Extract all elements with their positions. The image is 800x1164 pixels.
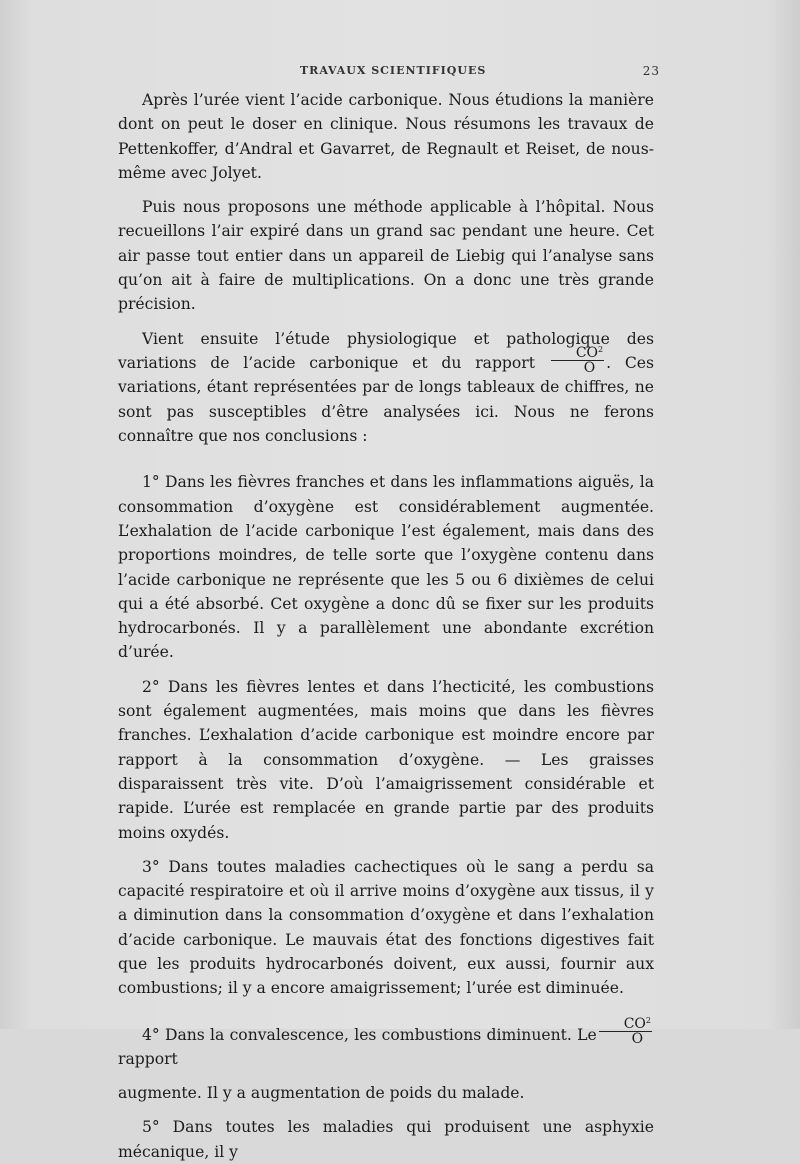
fraction-denominator: O — [583, 360, 596, 377]
paragraph-uree: Après l’urée vient l’acide carbonique. Nous étudions la manière dont on peut le doser en clinique. Nous résumons les travaux de Pettenkoffer, d’Andral et Gavarret, de Regnault et Reiset, de nous-même avec Jolyet. — [118, 91, 654, 182]
paragraph-methode: Puis nous proposons une méthode applicable à l’hôpital. Nous recueillons l’air expiré dans un grand sac pendant une heure. Cet air passe tout entier dans un appareil de Liebig qui l’analyse sans qu’on ait à faire de multiplications. On a donc une très grande précision. — [118, 198, 654, 314]
convalescence-text-after: augmente. Il y a augmentation de poids du malade. — [118, 1084, 525, 1103]
conclusion-1: 1° Dans les fièvres franches et dans les inflammations aiguës, la consommation d’oxygène est considérablement augmentée. L’exhalation de l’acide carbonique l’est également, mais dans des proportions moindres, de telle sorte que l’oxygène contenu dans l’acide carbonique ne représente que les 5 ou 6 dixièmes de celui qui a été absorbé. Cet oxygène a donc dû se fixer sur les produits hydrocarbonés. Il y a parallèlement une abondante excrétion d’urée. — [118, 473, 654, 662]
fraction-numerator: $CO^2$ — [551, 346, 604, 361]
paragraph-variations — [118, 327, 654, 449]
running-title: TRAVAUX SCIENTIFIQUES — [300, 64, 487, 77]
variations-text-after: . Ces variations, étant représentées par de longs tableaux de chiffres, ne sont pas susceptibles d’être analysées ici. Nous ne ferons connaître que nos conclusions : — [118, 353, 654, 446]
conclusion-5: 5° Dans toutes les maladies qui produisent une asphyxie mécanique, il y — [118, 1118, 654, 1161]
page-number: 23 — [642, 64, 660, 78]
page-header — [300, 64, 660, 77]
ratio-fraction — [551, 346, 604, 375]
ratio-fraction-2 — [599, 1017, 652, 1046]
convalescence-text-before: 4° Dans la convalescence, les combustions diminuent. Le rapport — [118, 1025, 597, 1068]
fraction-denominator-2: O — [631, 1030, 644, 1047]
conclusion-4 — [118, 1015, 654, 1106]
page-body — [118, 88, 654, 1164]
conclusion-2: 2° Dans les fièvres lentes et dans l’hecticité, les combustions sont également augmentées, mais moins que dans les fièvres franches. L’exhalation d’acide carbonique est moindre encore par rapport à la consommation d’oxygène. — Les graisses disparaissent très vite. D’où l’amaigrissement considérable et rapide. L’urée est remplacée en grande partie par des produits moins oxydés. — [118, 677, 654, 842]
variations-text-before: Vient ensuite l’étude physiologique et pathologique des variations de l’acide carbonique et du rapport — [118, 329, 654, 372]
fraction-numerator-2: $CO^2$ — [599, 1017, 652, 1032]
conclusion-3: 3° Dans toutes maladies cachectiques où le sang a perdu sa capacité respiratoire et où il arrive moins d’oxygène aux tissus, il y a diminution dans la consommation d’oxygène et dans l’exhalation d’acide carbonique. Le mauvais état des fonctions digestives fait que les produits hydrocarbonés doivent, eux aussi, fournir aux combustions; il y a encore amaigrissement; l’urée est diminuée. — [118, 857, 654, 998]
